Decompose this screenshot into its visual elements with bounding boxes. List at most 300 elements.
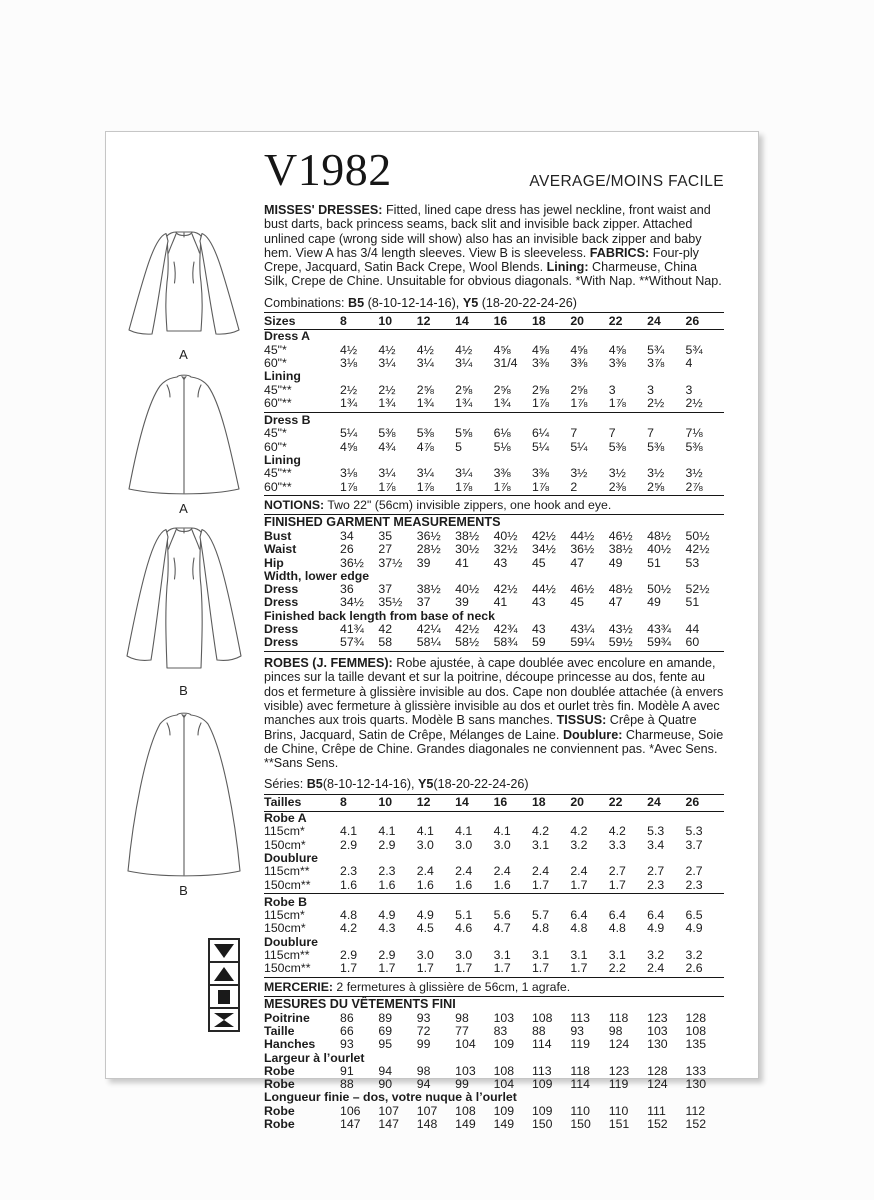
table-cell: 66 [340, 1023, 354, 1038]
table-cell: 4.8 [531, 921, 550, 936]
table-cell: 2.7 [685, 864, 703, 879]
table-cell: 20 [570, 313, 585, 328]
table-cell: 1.7 [340, 961, 358, 976]
table-cell: 4.1 [455, 824, 473, 839]
table-cell: 41¾ [340, 622, 364, 637]
table-cell: 6.4 [608, 908, 626, 923]
table-cell: 22 [608, 795, 623, 810]
table-cell: 1⅞ [340, 479, 358, 494]
table-cell: 72 [416, 1023, 431, 1038]
table-row [264, 557, 724, 570]
table-cell: 43 [531, 595, 546, 610]
table-row [264, 1052, 724, 1065]
row-label: 115cm** [264, 864, 310, 879]
table-cell: 3½ [685, 466, 703, 481]
table-cell: 2.4 [531, 864, 550, 879]
table-cell: 119 [608, 1077, 629, 1092]
table-cell: 4¾ [378, 439, 396, 454]
table-cell: 2⅝ [455, 382, 473, 397]
table-cell: 7 [570, 426, 578, 441]
table-cell: 31/4 [493, 355, 518, 370]
main-content [264, 144, 724, 1132]
table-cell: 109 [493, 1037, 515, 1052]
table-row [264, 879, 724, 892]
divider [264, 651, 724, 652]
table-cell: 86 [340, 1010, 354, 1025]
table-cell: 7 [647, 426, 654, 441]
finished-measurements-table-english [264, 530, 724, 652]
table-cell: 3.1 [608, 948, 626, 963]
table-cell: 59½ [608, 635, 633, 650]
table-cell: 42¼ [416, 622, 441, 637]
table-row [264, 543, 724, 556]
table-cell: 2⅝ [570, 382, 588, 397]
table-cell: 8 [340, 313, 347, 328]
table-cell: 49 [647, 595, 661, 610]
table-cell: 48½ [608, 582, 633, 597]
row-label: 60"* [264, 355, 287, 370]
table-cell: 2.7 [608, 864, 626, 879]
table-cell: 2⅝ [531, 382, 550, 397]
table-cell: 107 [378, 1103, 399, 1118]
table-cell: 3 [608, 382, 616, 397]
table-cell: 16 [493, 313, 508, 328]
table-cell: 2.2 [608, 961, 626, 976]
table-cell: 43 [493, 555, 508, 570]
table-cell: 43½ [608, 622, 633, 637]
table-cell: 44 [685, 622, 700, 637]
row-label: Width, lower edge [264, 568, 370, 583]
table-cell: 6⅛ [493, 426, 511, 441]
table-cell: 22 [608, 313, 623, 328]
table-cell: 43¼ [570, 622, 595, 637]
table-cell: 49 [608, 555, 623, 570]
table-cell: 4 [685, 355, 693, 370]
table-cell: 3.3 [608, 837, 626, 852]
table-cell: 34½ [531, 542, 556, 557]
table-cell: 5⅜ [378, 426, 396, 441]
table-row [264, 839, 724, 852]
finished-measurements-title-french: MESURES DU VÊTEMENTS FINI [264, 997, 456, 1012]
row-label: Lining [264, 369, 301, 384]
table-cell: 10 [378, 795, 393, 810]
table-row [264, 825, 724, 838]
combinations-line: Combinations: B5 (8-10-12-14-16), Y5 (18-20-22-24-26) [264, 295, 577, 310]
table-cell: 1.7 [493, 961, 511, 976]
row-label: Hip [264, 555, 284, 570]
table-cell: 90 [378, 1077, 393, 1092]
table-cell: 24 [647, 313, 661, 328]
table-cell: 35 [378, 528, 393, 543]
table-cell: 2⅝ [493, 382, 511, 397]
table-cell: 5¼ [340, 426, 358, 441]
table-cell: 16 [493, 795, 508, 810]
table-cell: 88 [531, 1023, 546, 1038]
table-cell: 128 [685, 1010, 707, 1025]
table-cell: 3⅜ [531, 466, 550, 481]
table-cell: 44½ [531, 582, 556, 597]
row-label: 115cm** [264, 948, 310, 963]
row-label: 60"** [264, 479, 292, 494]
table-cell: 152 [685, 1117, 707, 1132]
hourglass-icon [208, 1007, 240, 1032]
table-cell: 128 [647, 1063, 668, 1078]
row-label: 60"** [264, 395, 292, 410]
table-cell: 12 [416, 313, 431, 328]
table-cell: 118 [570, 1063, 590, 1078]
table-cell: 148 [416, 1117, 438, 1132]
table-cell: 3.0 [455, 837, 473, 852]
table-cell: 99 [416, 1037, 431, 1052]
table-cell: 2.9 [340, 837, 358, 852]
table-cell: 5¼ [531, 439, 550, 454]
triangle-up-icon [208, 961, 240, 986]
table-cell: 114 [570, 1077, 590, 1092]
table-cell: 3¼ [455, 466, 473, 481]
table-cell: 151 [608, 1117, 630, 1132]
table-cell: 3.0 [416, 837, 434, 852]
table-cell: 93 [340, 1037, 354, 1052]
table-row [264, 896, 724, 909]
table-row [264, 384, 724, 397]
table-cell: 4⅝ [570, 342, 588, 357]
table-cell: 42½ [493, 582, 518, 597]
table-cell: 103 [455, 1063, 476, 1078]
table-cell: 3.0 [493, 837, 511, 852]
table-row [264, 962, 724, 975]
view-a-back-illustration [118, 368, 250, 498]
table-cell: 14 [455, 795, 469, 810]
table-cell: 2.4 [455, 864, 473, 879]
table-cell: 4⅝ [340, 439, 358, 454]
table-row [264, 1078, 724, 1091]
table-cell: 2.3 [647, 877, 665, 892]
table-cell: 3⅞ [647, 355, 665, 370]
table-cell: 36½ [416, 528, 441, 543]
table-cell: 24 [647, 795, 661, 810]
table-cell: 1.7 [378, 961, 396, 976]
table-cell: 5 [455, 439, 463, 454]
table-cell: 18 [531, 313, 546, 328]
table-cell: 35½ [378, 595, 403, 610]
table-cell: 3⅛ [340, 466, 358, 481]
table-cell: 58¾ [493, 635, 518, 650]
table-row [264, 949, 724, 962]
view-a-front-figure [110, 224, 258, 362]
table-cell: 12 [416, 795, 431, 810]
table-row [264, 852, 724, 865]
table-row [264, 454, 724, 467]
table-cell: 1¾ [378, 395, 396, 410]
table-cell: 6.5 [685, 908, 703, 923]
table-cell: 36 [340, 582, 354, 597]
table-cell: 45 [570, 595, 585, 610]
table-cell: 37 [378, 582, 393, 597]
table-cell: 58¼ [416, 635, 441, 650]
table-cell: 4.5 [416, 921, 434, 936]
table-cell: 8 [340, 795, 347, 810]
table-cell: 150 [531, 1117, 553, 1132]
table-cell: 4⅞ [416, 439, 434, 454]
table-cell: 5.7 [531, 908, 550, 923]
table-cell: 1⅞ [455, 479, 473, 494]
table-cell: 7 [608, 426, 616, 441]
table-cell: 149 [493, 1117, 515, 1132]
row-label: 45"* [264, 342, 287, 357]
table-cell: 109 [531, 1103, 553, 1118]
table-row [264, 583, 724, 596]
table-cell: 119 [570, 1037, 590, 1052]
table-row [264, 397, 724, 410]
row-label: Largeur à l’ourlet [264, 1050, 365, 1065]
table-cell: 107 [416, 1103, 438, 1118]
table-cell: 106 [340, 1103, 361, 1118]
table-cell: 39 [455, 595, 469, 610]
row-label: Doublure [264, 934, 318, 949]
row-label: Dress A [264, 329, 311, 344]
table-cell: 3⅜ [570, 355, 588, 370]
table-cell: 26 [340, 542, 354, 557]
table-cell: 94 [378, 1063, 393, 1078]
view-a-front-label: A [179, 347, 189, 362]
table-cell: 38½ [455, 528, 480, 543]
table-cell: 37 [416, 595, 431, 610]
table-cell: 133 [685, 1063, 707, 1078]
table-cell: 46½ [570, 582, 595, 597]
table-cell: 5⅛ [493, 439, 511, 454]
row-label: Doublure [264, 850, 318, 865]
table-cell: 130 [685, 1077, 707, 1092]
table-cell: 60 [685, 635, 700, 650]
row-label: Dress [264, 635, 299, 650]
table-cell: 112 [685, 1103, 706, 1118]
view-a-back-label: A [179, 501, 189, 516]
row-label: 115cm* [264, 824, 305, 839]
row-label: Sizes [264, 313, 296, 328]
table-cell: 40½ [647, 542, 672, 557]
table-cell: 2⅝ [416, 382, 434, 397]
table-cell: 3¼ [416, 466, 434, 481]
table-cell: 1⅞ [531, 395, 550, 410]
table-cell: 4.6 [455, 921, 473, 936]
table-cell: 5¾ [647, 342, 665, 357]
table-cell: 42½ [685, 542, 710, 557]
table-cell: 4.1 [416, 824, 434, 839]
table-cell: 3.1 [493, 948, 511, 963]
table-cell: 59 [531, 635, 546, 650]
table-cell: 37½ [378, 555, 403, 570]
table-cell: 1⅞ [570, 395, 588, 410]
table-cell: 2.7 [647, 864, 665, 879]
notions-line: NOTIONS: Two 22" (56cm) invisible zippers, one hook and eye. [264, 498, 724, 516]
divider [264, 495, 724, 496]
view-a-back-figure [116, 368, 252, 516]
table-cell: 1⅞ [531, 479, 550, 494]
table-row [264, 441, 724, 454]
table-cell: 59¾ [647, 635, 672, 650]
table-cell: 3.0 [416, 948, 434, 963]
table-cell: 1.6 [455, 877, 473, 892]
table-cell: 130 [647, 1037, 668, 1052]
view-b-front-label: B [179, 683, 189, 698]
table-cell: 2.9 [340, 948, 358, 963]
table-cell: 109 [531, 1077, 553, 1092]
table-cell: 5.6 [493, 908, 511, 923]
table-cell: 2.9 [378, 948, 396, 963]
table-row [264, 330, 724, 343]
table-cell: 3.4 [647, 837, 665, 852]
table-cell: 27 [378, 542, 393, 557]
table-cell: 3.7 [685, 837, 703, 852]
table-cell: 47 [570, 555, 585, 570]
table-cell: 40½ [493, 528, 518, 543]
table-cell: 99 [455, 1077, 469, 1092]
table-cell: 88 [340, 1077, 354, 1092]
table-cell: 103 [647, 1023, 668, 1038]
table-cell: 123 [608, 1063, 630, 1078]
table-cell: 4.9 [685, 921, 703, 936]
table-cell: 93 [416, 1010, 431, 1025]
table-cell: 77 [455, 1023, 469, 1038]
table-cell: 38½ [608, 542, 633, 557]
finished-measurements-table-french [264, 1012, 724, 1132]
table-cell: 36½ [570, 542, 595, 557]
row-label: Tailles [264, 795, 302, 810]
title-row [264, 144, 724, 195]
table-cell: 2½ [340, 382, 358, 397]
table-row [264, 1065, 724, 1078]
table-cell: 108 [455, 1103, 476, 1118]
table-cell: 3⅜ [531, 355, 550, 370]
table-cell: 98 [416, 1063, 431, 1078]
row-label: 45"** [264, 466, 292, 481]
table-cell: 1.7 [608, 877, 626, 892]
table-cell: 14 [455, 313, 469, 328]
table-cell: 2.4 [493, 864, 511, 879]
table-cell: 3¼ [378, 466, 396, 481]
view-a-front-illustration [113, 224, 255, 344]
row-label: Poitrine [264, 1010, 310, 1025]
row-label: 45"** [264, 382, 292, 397]
table-cell: 47 [608, 595, 623, 610]
row-label: Bust [264, 528, 292, 543]
table-cell: 110 [608, 1103, 629, 1118]
table-cell: 2⅜ [608, 479, 626, 494]
table-cell: 147 [340, 1117, 361, 1132]
table-row [264, 596, 724, 609]
table-cell: 4.8 [608, 921, 626, 936]
yardage-table-english [264, 312, 724, 496]
table-cell: 4½ [340, 342, 358, 357]
triangle-down-icon [208, 938, 240, 963]
table-cell: 30½ [455, 542, 480, 557]
table-row [264, 794, 724, 812]
table-cell: 69 [378, 1023, 393, 1038]
pattern-number: V1982 [264, 144, 392, 195]
table-row [264, 865, 724, 878]
table-row [264, 357, 724, 370]
table-cell: 4½ [455, 342, 473, 357]
table-cell: 1.7 [455, 961, 473, 976]
table-cell: 150 [570, 1117, 591, 1132]
table-cell: 6.4 [570, 908, 588, 923]
view-b-back-figure [116, 706, 252, 898]
table-row [264, 570, 724, 583]
table-cell: 3¼ [416, 355, 434, 370]
table-cell: 4.9 [647, 921, 665, 936]
mercerie-line: MERCERIE: 2 fermetures à glissière de 56cm, 1 agrafe. [264, 980, 724, 998]
description-french: ROBES (J. FEMMES): Robe ajustée, à cape doublée avec encolure en amande, pinces sur la taille devant et sur la poitrine, découpe princesse au dos, fente au dos et fermeture à glissière invisible au dos. Cape non doublée attachée (à envers visible) avec fermeture à glissière invisible au dos et ourlet très fin. Modèle A avec manches aux trois quarts. Modèle B sans manches. TISSUS: Crêpe à Quatre Brins, Jacquard, Satin de Crêpe, Mélanges de Laine. Doublure: Charmeuse, Soie de Chine, Crêpe de Chine. Grandes diagonales ne conviennent pas. *Avec Sens. **Sans Sens. [264, 656, 724, 771]
table-cell: 4.9 [378, 908, 396, 923]
table-cell: 109 [493, 1103, 515, 1118]
table-cell: 1.7 [531, 877, 550, 892]
view-b-back-illustration [118, 706, 250, 880]
table-row [264, 922, 724, 935]
table-cell: 104 [493, 1077, 515, 1092]
row-label: Robe A [264, 811, 307, 826]
table-row [264, 812, 724, 825]
table-cell: 59¼ [570, 635, 595, 650]
table-row [264, 481, 724, 494]
table-row [264, 344, 724, 357]
table-cell: 98 [608, 1023, 623, 1038]
row-label: Robe B [264, 894, 308, 909]
row-label: Robe [264, 1077, 295, 1092]
table-cell: 4.8 [570, 921, 588, 936]
finished-measurements-title-english: FINISHED GARMENT MEASUREMENTS [264, 515, 501, 530]
table-row [264, 636, 724, 649]
table-cell: 1.6 [416, 877, 434, 892]
table-cell: 2.9 [378, 837, 396, 852]
row-label: 150cm* [264, 921, 306, 936]
table-cell: 20 [570, 795, 585, 810]
table-cell: 26 [685, 313, 700, 328]
table-cell: 3⅜ [493, 466, 511, 481]
table-cell: 4.2 [570, 824, 588, 839]
table-cell: 41 [493, 595, 508, 610]
row-label: Waist [264, 542, 297, 557]
table-cell: 1⅞ [608, 395, 626, 410]
table-cell: 34½ [340, 595, 364, 610]
table-cell: 58½ [455, 635, 480, 650]
table-cell: 2.3 [685, 877, 703, 892]
table-cell: 89 [378, 1010, 393, 1025]
table-cell: 4.1 [378, 824, 396, 839]
table-row [264, 530, 724, 543]
row-label: Dress [264, 622, 299, 637]
table-cell: 57¾ [340, 635, 364, 650]
table-cell: 50½ [685, 528, 710, 543]
table-cell: 4.9 [416, 908, 434, 923]
table-cell: 32½ [493, 542, 518, 557]
table-cell: 5⅜ [416, 426, 434, 441]
table-cell: 95 [378, 1037, 393, 1052]
row-label: 115cm* [264, 908, 305, 923]
table-row [264, 467, 724, 480]
table-cell: 91 [340, 1063, 354, 1078]
table-cell: 34 [340, 528, 354, 543]
table-cell: 1.6 [493, 877, 511, 892]
table-cell: 123 [647, 1010, 668, 1025]
table-cell: 147 [378, 1117, 399, 1132]
table-cell: 42½ [455, 622, 480, 637]
table-cell: 44½ [570, 528, 595, 543]
table-cell: 5¼ [570, 439, 588, 454]
pattern-envelope-back [105, 131, 759, 1132]
table-cell: 6¼ [531, 426, 550, 441]
table-cell: 4½ [416, 342, 434, 357]
table-cell: 39 [416, 555, 431, 570]
